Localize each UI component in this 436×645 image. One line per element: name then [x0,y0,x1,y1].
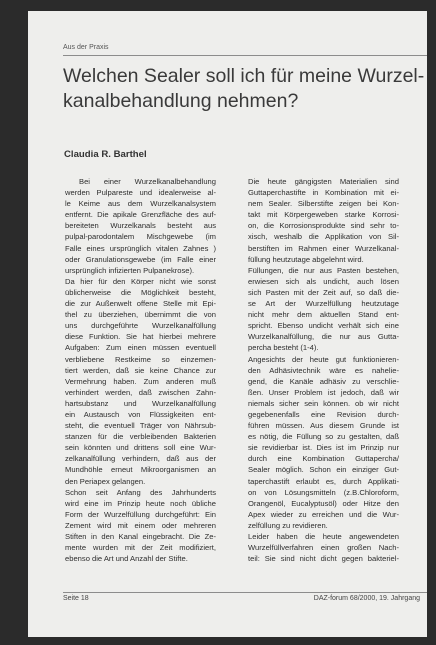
text-line: Aufgaben: Zum einen müssen eventuell [65,343,216,353]
text-line: le Keime aus dem Wurzelkanalsystem [65,199,216,209]
text-line: ein Austausch von Flüssigkeiten ent- [65,409,216,419]
text-line: sie revidierbar ist. Dies ist im Prinzip nur [248,443,399,453]
text-line: nem Sealer. Silberstifte zeigen bei Kon- [248,199,399,209]
text-line: verhindert werden, daß zwischen Zahn- [65,387,216,397]
page-number: Seite 18 [63,595,89,602]
author-name: Claudia R. Barthel [64,149,147,160]
text-line: Apex wieder zu erreichen und die Wur- [248,509,399,519]
text-line: Falle eines ursprünglich vitalen Zahnes ) [65,243,216,253]
text-line: tiert werden, daß sie keine Chance zur [65,365,216,375]
left-column [65,176,216,564]
text-line: gend, die Kanäle adhäsiv zu verschlie- [248,376,399,386]
text-line: spricht. Ebenso undicht verhält sich eine [248,321,399,331]
text-line: verbliebene Restkeime so einzemen- [65,354,216,364]
text-line: diese Funktion. Sie hat hierbei mehrere [65,332,216,342]
text-line: hartsubstanz und Wurzelkanalfüllung [65,398,216,408]
text-line: Zement wird mit einem oder mehreren [65,520,216,530]
text-line: Da hier für den Körper nicht wie sonst [65,276,216,286]
footer-rule [63,592,427,593]
text-line: ursprünglich infizierten Pulpanekrose). [65,265,195,275]
text-line: Sealer möglich. Schon ein einziger Gut- [248,465,399,475]
text-line: Die heute gängigsten Materialien sind [248,177,399,186]
text-line: uns durchgeführte Wurzelkanalfüllung [65,321,216,331]
text-line: durch eine Kombination Guttapercha/ [248,454,399,464]
text-line: ebenso die Art und Anzahl der Stifte. [65,554,188,564]
text-line: oder Granulationsgewebe (im Falle einer [65,254,216,264]
text-line: Schon seit Anfang des Jahrhunderts [65,487,216,497]
text-line: bereiteten Wurzelkanals besteht aus [65,221,216,231]
text-line: entfernt. Die apikale Grenzfläche des auf- [65,210,216,220]
text-line: berstiften im Rahmen einer Wurzelkanal- [248,243,399,253]
text-line: thel zu überziehen, übernimmt die von [65,310,216,320]
text-line: Form der Wurzelfüllung durchgeführt: Ein [65,509,216,519]
right-column [248,176,399,564]
text-line: on von Lösungsmitteln (z.B.Chloroform, [248,487,399,497]
article-title [63,64,423,114]
text-line: Mundhöhle erneut Mikroorganismen an [65,465,216,475]
text-line: die zur Außenwelt offene Stelle mit Epi- [65,299,216,309]
text-line: erwiesen sich als undicht, auch lösen [248,276,399,286]
text-line: Bei einer Wurzelkanalbehandlung [79,177,216,186]
text-line: Orangenöl, Eucalyptusöl) oder Hitze den [248,498,399,508]
text-line: Guttaperchastifte in Kombination mit ei- [248,188,399,198]
text-line: Angesichts der heute gut funktionieren- [248,354,399,364]
text-line: steht, die eventuell Träger von Nährsub- [65,421,216,431]
text-line: sein könnten und drittens soll eine Wur- [65,443,216,453]
journal-reference: DAZ-forum 68/2000, 19. Jahrgang [313,595,420,602]
text-line: Füllungen, die nur aus Pasten bestehen, [248,265,399,275]
text-line: gegebenenfalls eine Revision durch- [248,409,399,419]
title-line: Welchen Sealer soll ich für meine Wurzel- [63,65,425,87]
text-line: Wurzelfüllverfahren einen großen Nach- [248,543,399,553]
text-line: takt mit Körpergeweben starke Korrosi- [248,210,399,220]
text-line: werden Pulpareste und idealerweise al- [65,188,216,198]
text-line: stanzen für die verbleibenden Bakterien [65,432,216,442]
section-label: Aus der Praxis [63,44,109,51]
text-line: den Adhäsivtechnik wäre es nahelie- [248,365,399,375]
journal-page [28,11,427,637]
text-line: mente wurden mit der Zeit modifiziert, [65,543,216,553]
text-line: se Art der Wurzelfüllung heutzutage [248,299,399,309]
text-line: teil: Sie sind nicht dicht gegen bakteriel- [248,554,399,564]
text-line: ßen. Unser Problem ist jedoch, daß wir [248,387,399,397]
text-line: Vermehrung haben. Zum anderen muß [65,376,216,386]
text-line: nicht mehr dem aktuellen Stand ent- [248,310,399,320]
text-line: Stiften in den Kanal eingebracht. Die Ze- [65,532,216,541]
text-line: den Periapex gelangen. [65,476,146,486]
text-line: Leider haben die heute angewendeten [248,532,399,541]
text-line: percha besteht (1-4). [248,343,319,353]
text-line: niemals sicher sein können. ob wir nicht [248,398,399,408]
text-line: taperchastift erlaubt es, durch Applikati- [248,476,399,486]
text-line: pulpal-parodontalem Mischgewebe (im [65,232,216,242]
header-rule [63,55,427,56]
text-line: Wurzelkanalfüllung, die nur aus Gutta- [248,332,399,342]
text-line: sich Pasten mit der Zeit auf, so daß die- [248,287,399,297]
text-line: führen müssen. Aus diesem Grunde ist [248,421,399,431]
text-line: wird eine im Prinzip heute noch übliche [65,498,216,508]
text-line: zelfüllung zu revidieren. [248,520,328,530]
text-line: xisch, weshalb die Applikation von Sil- [248,232,399,242]
text-line: üblicherweise die Möglichkeit besteht, [65,287,216,297]
text-line: zelkanalfüllung verhindern, daß aus der [65,454,216,464]
title-line: kanalbehandlung nehmen? [63,90,299,112]
text-line: füllung heutzutage abgelehnt wird. [248,254,364,264]
text-line: on, die Korrosionsprodukte sind sehr to- [248,221,399,231]
text-line: es nötig, die Füllung so zu gestalten, daß [248,432,399,442]
